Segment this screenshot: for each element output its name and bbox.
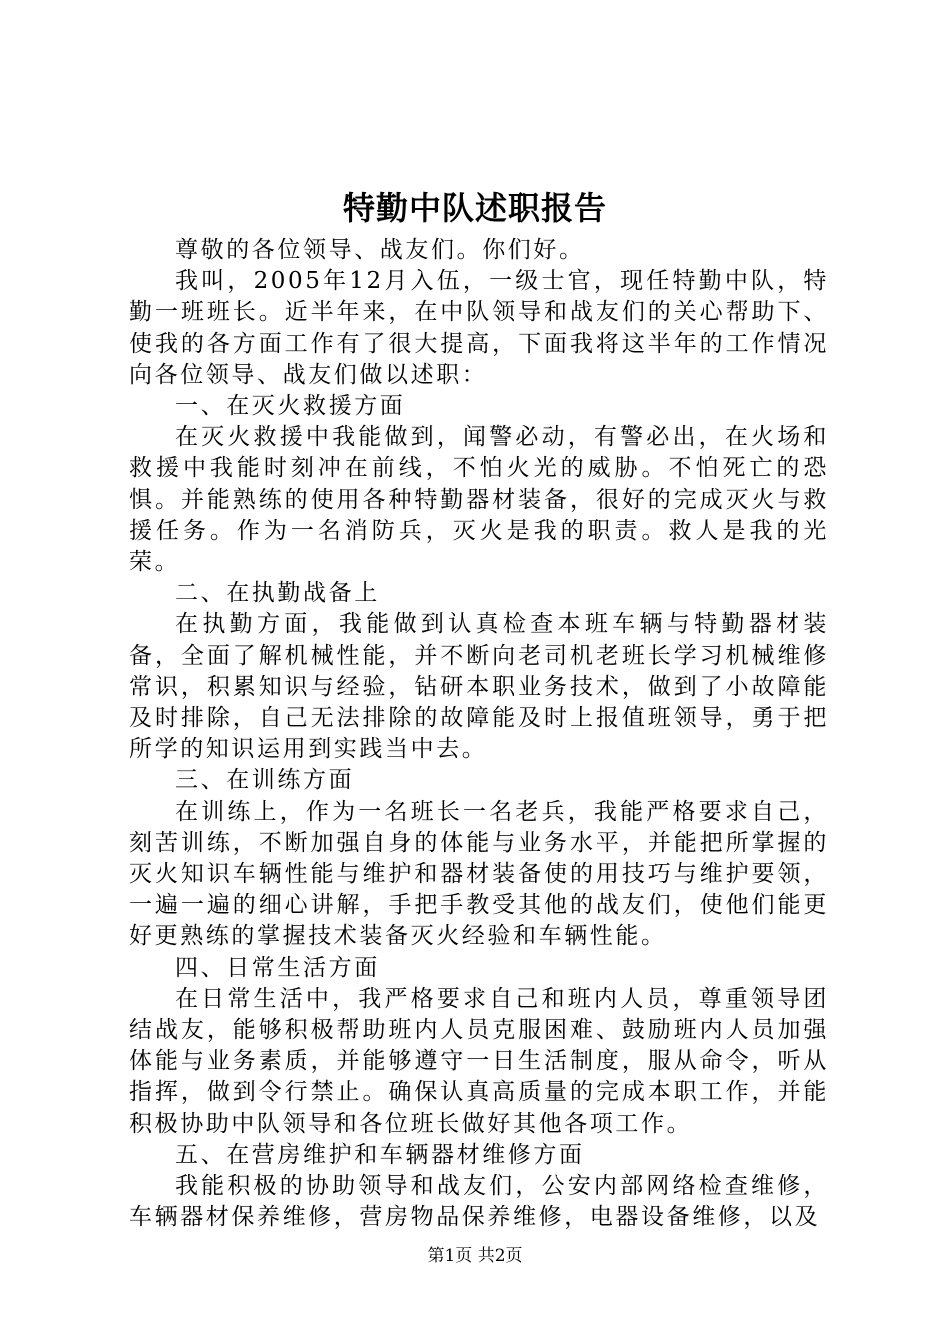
- intro-paragraph: 我叫，2005年12月入伍，一级士官，现任特勤中队，特勤一班班长。近半年来，在中队领导和战友们的关心帮助下、使我的各方面工作有了很大提高，下面我将这半年的工作情况向各位领导、战友们做以述职：: [129, 268, 829, 388]
- document-title: 特勤中队述职报告: [342, 189, 607, 227]
- section-heading-daily-life: 四、日常生活方面: [175, 954, 380, 981]
- section-heading-training: 三、在训练方面: [175, 767, 355, 794]
- section-heading-duty: 二、在执勤战备上: [175, 580, 380, 607]
- duty-paragraph: 在执勤方面，我能做到认真检查本班车辆与特勤器材装备，全面了解机械性能，并不断向老司机老班长学习机械维修常识，积累知识与经验，钻研本职业务技术，做到了小故障能及时排除，自己无法排除的故障能及时上报值班领导，勇于把所学的知识运用到实践当中去。: [129, 611, 829, 763]
- section-heading-firefighting: 一、在灭火救援方面: [175, 393, 406, 420]
- section-heading-maintenance: 五、在营房维护和车辆器材维修方面: [175, 1141, 585, 1168]
- maintenance-paragraph: 我能积极的协助领导和战友们，公安内部网络检查维修，车辆器材保养维修，营房物品保养维修，电器设备维修，以及: [129, 1173, 829, 1231]
- greeting-paragraph: 尊敬的各位领导、战友们。你们好。: [175, 237, 585, 263]
- daily-life-paragraph: 在日常生活中，我严格要求自己和班内人员，尊重领导团结战友，能够积极帮助班内人员克服困难、鼓励班内人员加强体能与业务素质，并能够遵守一日生活制度，服从命令，听从指挥，做到令行禁止。确保认真高质量的完成本职工作，并能积极协助中队领导和各位班长做好其他各项工作。: [129, 985, 829, 1137]
- document-body: [129, 235, 829, 1234]
- page-footer: 第1页 共2页: [427, 1246, 523, 1266]
- firefighting-paragraph: 在灭火救援中我能做到，闻警必动，有警必出，在火场和救援中我能时刻冲在前线，不怕火光的威胁。不怕死亡的恐惧。并能熟练的使用各种特勤器材装备，很好的完成灭火与救援任务。作为一名消防兵，灭火是我的职责。救人是我的光荣。: [129, 424, 829, 576]
- training-paragraph: 在训练上，作为一名班长一名老兵，我能严格要求自己，刻苦训练，不断加强自身的体能与业务水平，并能把所掌握的灭火知识车辆性能与维护和器材装备使的用技巧与维护要领，一遍一遍的细心讲解，手把手教受其他的战友们，使他们能更好更熟练的掌握技术装备灭火经验和车辆性能。: [129, 798, 829, 950]
